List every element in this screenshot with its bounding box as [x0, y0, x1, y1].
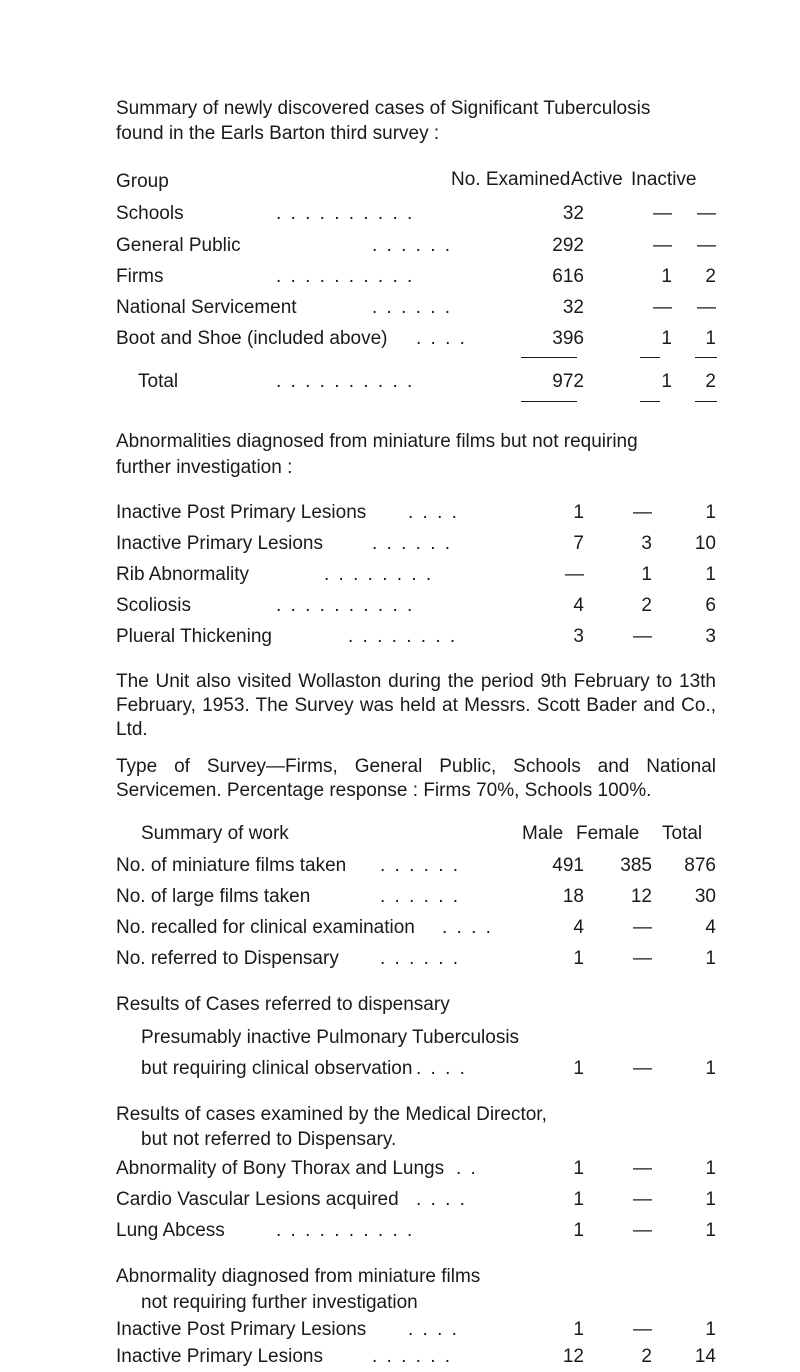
work-row: [116, 947, 716, 971]
total-rule-top-active: [640, 357, 660, 358]
col-a: 1: [573, 502, 584, 523]
survey-row: [116, 234, 716, 258]
total-rule-top-examined: [521, 357, 577, 358]
row-label: Rib Abnormality: [116, 564, 250, 585]
inactive-value: —: [697, 203, 716, 224]
work-row: [116, 916, 716, 940]
leader-dots: . . . . . .: [372, 297, 453, 318]
dispensary-heading: Results of Cases referred to dispensary: [116, 994, 450, 1015]
active-value: —: [653, 203, 672, 224]
total-value: 1: [705, 1158, 716, 1179]
row-label: Boot and Shoe (included above): [116, 328, 388, 349]
row-label: Inactive Post Primary Lesions: [116, 502, 367, 523]
survey-row: [116, 327, 716, 351]
total-value: 14: [694, 1346, 716, 1367]
col-a: —: [565, 564, 584, 585]
examined-value: 396: [552, 328, 584, 349]
leader-dots: . . . . . .: [380, 886, 461, 907]
female-value: 385: [620, 855, 652, 876]
active-value: 1: [661, 328, 672, 349]
male-value: 1: [573, 1319, 584, 1340]
col-c: 1: [705, 564, 716, 585]
total-examined: 972: [552, 371, 584, 392]
abnorm-row: [116, 532, 716, 556]
abnorm-row: [116, 625, 716, 649]
abnorm-row: [116, 563, 716, 587]
total-value: 30: [694, 886, 716, 907]
leader-dots: . . . .: [408, 1319, 459, 1340]
leader-dots: . . . . . .: [372, 235, 453, 256]
col-c: 1: [705, 502, 716, 523]
female-value: —: [633, 1058, 652, 1079]
header-active: Active: [571, 169, 623, 190]
female-value: 12: [630, 886, 652, 907]
row-label: No. of miniature films taken: [116, 855, 347, 876]
work-header-label: Summary of work: [141, 823, 289, 844]
total-value: 1: [705, 1058, 716, 1079]
header-examined: No. Examined: [451, 169, 571, 190]
total-rule-bottom-active: [640, 401, 660, 402]
examined-value: 292: [552, 235, 584, 256]
total-value: 1: [705, 948, 716, 969]
dispensary-line-1: Presumably inactive Pulmonary Tuberculosis: [141, 1027, 520, 1048]
col-b: —: [633, 626, 652, 647]
miniature-row: [116, 1318, 716, 1342]
leader-dots: . . . .: [416, 1058, 467, 1079]
leader-dots: . .: [456, 1158, 478, 1179]
total-value: 876: [684, 855, 716, 876]
total-rule-bottom-examined: [521, 401, 577, 402]
work-header-total: Total: [662, 823, 703, 844]
active-value: 1: [661, 266, 672, 287]
row-label: Schools: [116, 203, 184, 224]
director-heading-1: Results of cases examined by the Medical Director,: [116, 1104, 547, 1125]
survey-row: [116, 202, 716, 226]
row-label: General Public: [116, 235, 241, 256]
leader-dots: . . . . . .: [372, 1346, 453, 1367]
col-a: 7: [573, 533, 584, 554]
col-a: 4: [573, 595, 584, 616]
col-b: —: [633, 502, 652, 523]
row-label: Cardio Vascular Lesions acquired: [116, 1189, 399, 1210]
survey-total-row: [116, 370, 716, 394]
miniature-row: [116, 1345, 716, 1369]
total-value: 1: [705, 1189, 716, 1210]
col-c: 6: [705, 595, 716, 616]
male-value: 1: [573, 1158, 584, 1179]
male-value: 491: [552, 855, 584, 876]
examined-value: 32: [562, 297, 584, 318]
leader-dots: . . . .: [408, 502, 459, 523]
female-value: —: [633, 1158, 652, 1179]
row-label: No. recalled for clinical examination: [116, 917, 415, 938]
row-label: Lung Abcess: [116, 1220, 225, 1241]
work-header-female: Female: [576, 823, 640, 844]
female-value: —: [633, 917, 652, 938]
miniature-heading-2: not requiring further investigation: [141, 1292, 418, 1313]
leader-dots: . . . . . .: [380, 855, 461, 876]
female-value: 2: [641, 1346, 652, 1367]
col-b: 3: [641, 533, 652, 554]
total-active: 1: [661, 371, 672, 392]
row-label: but requiring clinical observation: [141, 1058, 413, 1079]
leader-dots: . . . . . . . . . .: [276, 203, 415, 224]
total-rule-top-inactive: [695, 357, 717, 358]
work-row: [116, 854, 716, 878]
total-rule-bottom-inactive: [695, 401, 717, 402]
header-group: Group: [116, 171, 169, 192]
active-value: —: [653, 297, 672, 318]
col-b: 2: [641, 595, 652, 616]
miniature-heading-1: Abnormality diagnosed from miniature films: [116, 1266, 481, 1287]
male-value: 1: [573, 1220, 584, 1241]
female-value: —: [633, 948, 652, 969]
intro-line-1: Summary of newly discovered cases of Significant Tuberculosis: [116, 98, 651, 119]
male-value: 1: [573, 1189, 584, 1210]
leader-dots: . . . . . . . .: [348, 626, 458, 647]
abnorm-row: [116, 501, 716, 525]
row-label: No. of large films taken: [116, 886, 311, 907]
work-header-male: Male: [522, 823, 564, 844]
leader-dots: . . . .: [416, 328, 467, 349]
director-heading-2: but not referred to Dispensary.: [141, 1129, 397, 1150]
abnorm-heading-line-1: Abnormalities diagnosed from miniature films but not requiring: [116, 431, 638, 452]
male-value: 1: [573, 1058, 584, 1079]
row-label: Abnormality of Bony Thorax and Lungs: [116, 1158, 445, 1179]
leader-dots: . . . . . .: [380, 948, 461, 969]
inactive-value: 1: [705, 328, 716, 349]
leader-dots: . . . . . . . . . .: [276, 266, 415, 287]
leader-dots: . . . .: [416, 1189, 467, 1210]
intro-line-2: found in the Earls Barton third survey :: [116, 123, 440, 144]
survey-row: [116, 296, 716, 320]
leader-dots: . . . . . . . .: [324, 564, 434, 585]
row-label: Inactive Primary Lesions: [116, 1346, 323, 1367]
male-value: 4: [573, 917, 584, 938]
survey-row: [116, 265, 716, 289]
row-label: Inactive Post Primary Lesions: [116, 1319, 367, 1340]
female-value: —: [633, 1189, 652, 1210]
abnorm-heading-line-2: further investigation :: [116, 457, 293, 478]
header-inactive: Inactive: [631, 169, 697, 190]
row-label: No. referred to Dispensary: [116, 948, 339, 969]
col-c: 10: [694, 533, 716, 554]
row-label: Plueral Thickening: [116, 626, 272, 647]
wollaston-paragraph: The Unit also visited Wollaston during the period 9th February to 13th February, 1953. The Survey was held at Messrs. Scott Bader and Co., Ltd.: [116, 671, 716, 740]
examined-value: 616: [552, 266, 584, 287]
row-label: National Servicement: [116, 297, 297, 318]
dispensary-row: [116, 1057, 716, 1081]
total-inactive: 2: [705, 371, 716, 392]
row-label: Firms: [116, 266, 164, 287]
col-a: 3: [573, 626, 584, 647]
abnorm-row: [116, 594, 716, 618]
leader-dots: . . . . . . . . . .: [276, 1220, 415, 1241]
director-row: [116, 1188, 716, 1212]
male-value: 12: [562, 1346, 584, 1367]
male-value: 18: [562, 886, 584, 907]
leader-dots: . . . . . .: [372, 533, 453, 554]
total-value: 4: [705, 917, 716, 938]
col-c: 3: [705, 626, 716, 647]
row-label: Scoliosis: [116, 595, 191, 616]
total-label: Total: [138, 371, 179, 392]
total-value: 1: [705, 1319, 716, 1340]
director-row: [116, 1157, 716, 1181]
inactive-value: —: [697, 235, 716, 256]
inactive-value: 2: [705, 266, 716, 287]
col-b: 1: [641, 564, 652, 585]
active-value: —: [653, 235, 672, 256]
examined-value: 32: [562, 203, 584, 224]
leader-dots: . . . . . . . . . .: [276, 371, 415, 392]
row-label: Inactive Primary Lesions: [116, 533, 323, 554]
male-value: 1: [573, 948, 584, 969]
total-value: 1: [705, 1220, 716, 1241]
director-row: [116, 1219, 716, 1243]
leader-dots: . . . .: [442, 917, 493, 938]
female-value: —: [633, 1220, 652, 1241]
survey-type-paragraph: Type of Survey—Firms, General Public, Schools and National Servicemen. Percentage response : Firms 70%, Schools 100%.: [116, 756, 716, 801]
work-row: [116, 885, 716, 909]
leader-dots: . . . . . . . . . .: [276, 595, 415, 616]
female-value: —: [633, 1319, 652, 1340]
inactive-value: —: [697, 297, 716, 318]
